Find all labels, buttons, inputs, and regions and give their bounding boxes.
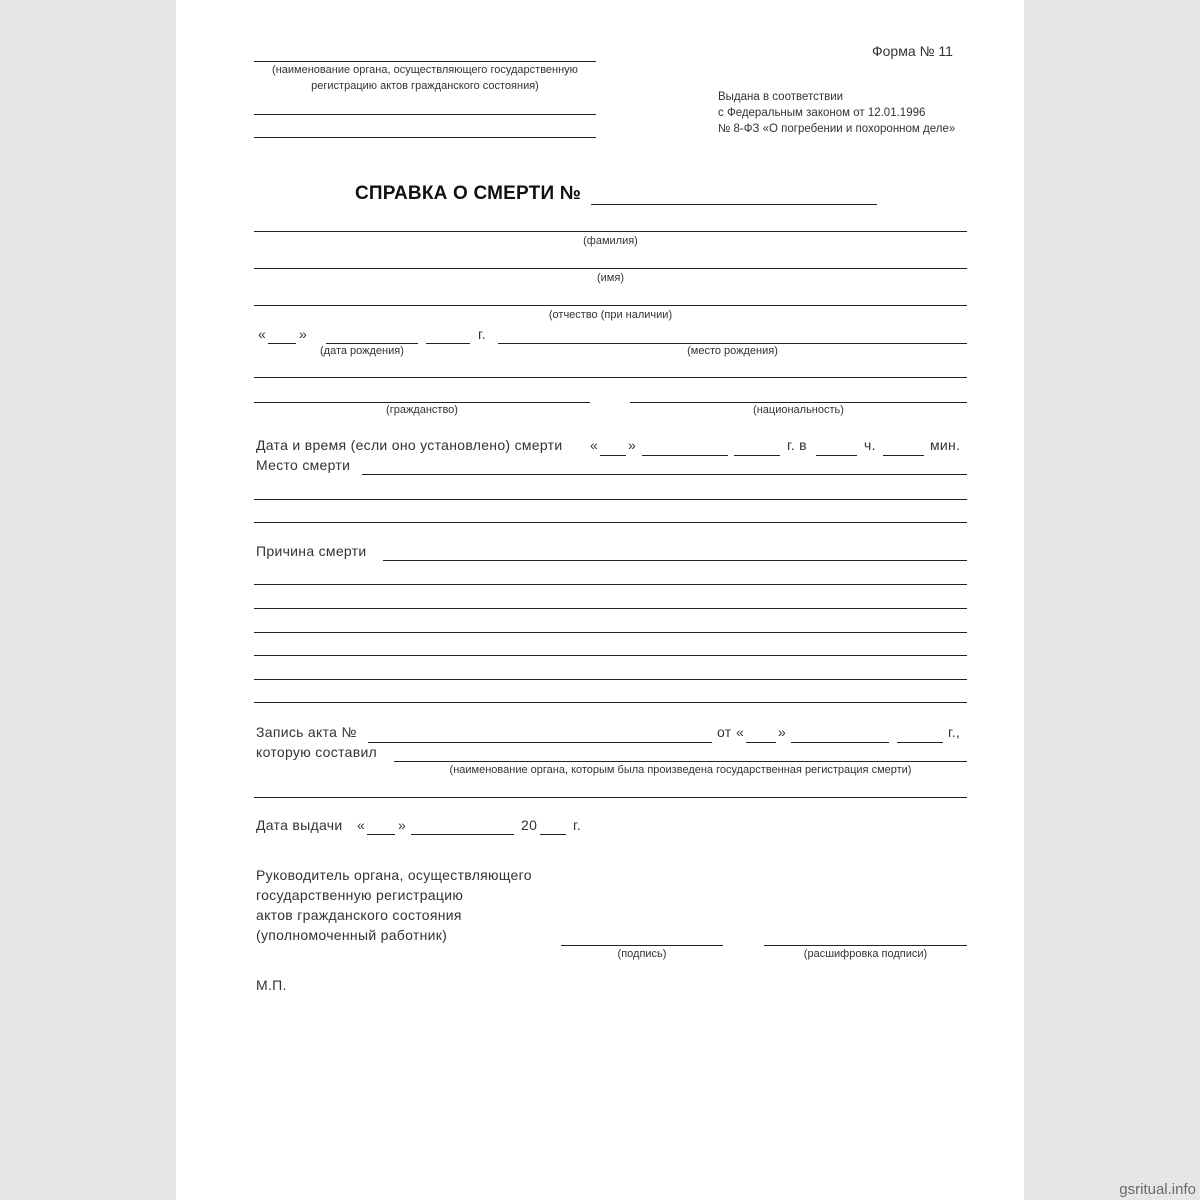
act-month-field[interactable] xyxy=(791,742,889,743)
authority-line-2[interactable] xyxy=(254,114,596,115)
act-quote-open: « xyxy=(736,724,745,740)
head-line-3: актов гражданского состояния xyxy=(256,907,462,923)
birth-day-field[interactable] xyxy=(268,343,296,344)
issue-century: 20 xyxy=(521,817,538,833)
nationality-caption: (национальность) xyxy=(753,404,844,416)
certificate-number-field[interactable] xyxy=(591,204,877,205)
authority-caption-1: (наименование органа, осуществляющего государственную xyxy=(272,64,578,76)
issue-quote-open: « xyxy=(357,817,366,833)
watermark: gsritual.info xyxy=(1119,1181,1196,1198)
act-quote-close: » xyxy=(778,724,787,740)
act-record-label: Запись акта № xyxy=(256,724,357,740)
surname-caption: (фамилия) xyxy=(583,235,638,247)
page-title: СПРАВКА О СМЕРТИ № xyxy=(355,183,582,204)
registration-body-caption: (наименование органа, которым была произведена государственная регистрация смерти) xyxy=(449,764,912,776)
issue-date-label: Дата выдачи xyxy=(256,817,343,833)
birth-place-caption: (место рождения) xyxy=(687,345,778,357)
issue-month-field[interactable] xyxy=(411,834,514,835)
form-number: Форма № 11 xyxy=(872,43,953,59)
death-quote-open: « xyxy=(590,437,599,453)
death-day-field[interactable] xyxy=(600,455,626,456)
act-year-field[interactable] xyxy=(897,742,943,743)
authority-line-3[interactable] xyxy=(254,137,596,138)
issued-law-2: с Федеральным законом от 12.01.1996 xyxy=(718,107,926,119)
death-year-field[interactable] xyxy=(734,455,780,456)
name-caption: (имя) xyxy=(597,272,624,284)
composed-label: которую составил xyxy=(256,744,378,760)
death-cause-line-5[interactable] xyxy=(254,655,967,656)
death-cause-line-6[interactable] xyxy=(254,679,967,680)
document-page xyxy=(176,0,1024,1200)
death-minute-field[interactable] xyxy=(883,455,924,456)
hours-label: ч. xyxy=(864,437,876,453)
minutes-label: мин. xyxy=(930,437,961,453)
stamp-place: М.П. xyxy=(256,977,287,993)
issue-day-field[interactable] xyxy=(367,834,395,835)
issued-law-1: Выдана в соответствии xyxy=(718,91,844,103)
death-cause-line-4[interactable] xyxy=(254,632,967,633)
head-line-1: Руководитель органа, осуществляющего xyxy=(256,867,532,883)
registration-body-field[interactable] xyxy=(394,761,967,762)
death-place-field[interactable] xyxy=(362,474,967,475)
death-place-line-3[interactable] xyxy=(254,522,967,523)
death-at-label: г. в xyxy=(787,437,807,453)
surname-field[interactable] xyxy=(254,231,967,232)
authority-caption-2: регистрацию актов гражданского состояния) xyxy=(311,80,539,92)
birth-year-field[interactable] xyxy=(426,343,470,344)
act-record-number-field[interactable] xyxy=(368,742,712,743)
death-hour-field[interactable] xyxy=(816,455,857,456)
signature-field[interactable] xyxy=(561,945,723,946)
death-cause-label: Причина смерти xyxy=(256,543,367,559)
death-cause-line-7[interactable] xyxy=(254,702,967,703)
issued-law-3: № 8-ФЗ «О погребении и похоронном деле» xyxy=(718,123,956,135)
act-day-field[interactable] xyxy=(746,742,776,743)
death-cause-line-2[interactable] xyxy=(254,584,967,585)
death-place-line-2[interactable] xyxy=(254,499,967,500)
name-field[interactable] xyxy=(254,268,967,269)
issue-quote-close: » xyxy=(398,817,407,833)
patronymic-caption: (отчество (при наличии) xyxy=(548,309,673,321)
issue-year-abbr: г. xyxy=(573,817,581,833)
signature-decode-caption: (расшифровка подписи) xyxy=(803,948,928,960)
death-quote-close: » xyxy=(628,437,637,453)
birth-quote-close: » xyxy=(299,326,308,342)
patronymic-field[interactable] xyxy=(254,305,967,306)
birth-place-line-2[interactable] xyxy=(254,377,967,378)
issue-year-field[interactable] xyxy=(540,834,566,835)
registration-body-line-2[interactable] xyxy=(254,797,967,798)
head-line-2: государственную регистрацию xyxy=(256,887,464,903)
death-month-field[interactable] xyxy=(642,455,728,456)
death-cause-field[interactable] xyxy=(383,560,967,561)
head-line-4: (уполномоченный работник) xyxy=(256,927,448,943)
signature-decode-field[interactable] xyxy=(764,945,967,946)
death-place-label: Место смерти xyxy=(256,457,351,473)
citizenship-caption: (гражданство) xyxy=(386,404,458,416)
death-datetime-label: Дата и время (если оно установлено) смерти xyxy=(256,437,563,453)
act-year-abbr: г., xyxy=(948,724,961,740)
authority-name-line[interactable] xyxy=(254,61,596,62)
citizenship-field[interactable] xyxy=(254,402,590,403)
birth-date-caption: (дата рождения) xyxy=(320,345,404,357)
birth-place-field[interactable] xyxy=(498,343,967,344)
birth-year-abbr: г. xyxy=(478,326,486,342)
death-cause-line-3[interactable] xyxy=(254,608,967,609)
act-from-label: от xyxy=(717,724,732,740)
birth-month-field[interactable] xyxy=(326,343,418,344)
signature-caption: (подпись) xyxy=(617,948,667,960)
birth-quote-open: « xyxy=(258,326,267,342)
nationality-field[interactable] xyxy=(630,402,967,403)
